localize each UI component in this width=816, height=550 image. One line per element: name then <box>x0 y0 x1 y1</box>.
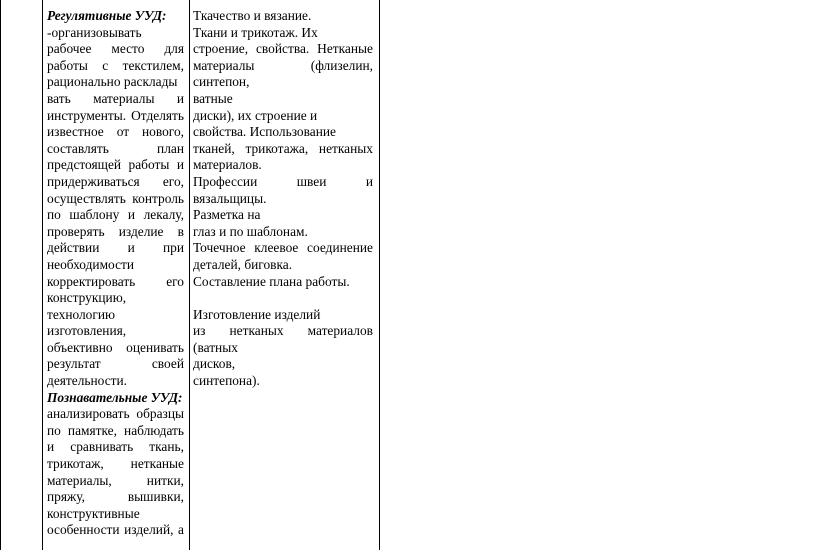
cognitive-uud-line: конструктивные <box>47 505 140 521</box>
regulatory-uud-line: деятельности. <box>47 373 128 389</box>
cognitive-uud-text <box>47 406 184 539</box>
table-border-col2 <box>189 0 190 550</box>
regulatory-uud-line: корректировать его <box>47 273 184 289</box>
uud-column <box>47 8 184 539</box>
topic-line: Ткани и трикотаж. Их <box>193 24 318 40</box>
table-border-right <box>379 0 380 550</box>
regulatory-uud-line: известное от нового, <box>47 124 184 140</box>
regulatory-uud-line: инструменты. Отделять <box>47 107 184 123</box>
regulatory-uud-line: технологию <box>47 306 116 322</box>
regulatory-uud-line: объективно оценивать <box>47 339 184 355</box>
regulatory-uud-line: вать материалы и <box>47 90 184 106</box>
regulatory-uud-line: по шаблону и лекалу, <box>47 207 184 223</box>
regulatory-uud-line: -организовывать <box>47 24 142 40</box>
cognitive-uud-line: материалы, нитки, <box>47 472 184 488</box>
cognitive-uud-heading: Познавательные УУД: <box>47 389 183 405</box>
regulatory-uud-line: работы с текстилем, <box>47 57 184 73</box>
topic-line: Изготовление изделий <box>193 306 321 322</box>
regulatory-uud-line: рабочее место для <box>47 41 184 57</box>
topic-line: дисков, <box>193 356 236 372</box>
regulatory-uud-line: результат своей <box>47 356 184 372</box>
topic-line: Составление плана работы. <box>193 273 350 289</box>
cognitive-uud-line: пряжу, вышивки, <box>47 489 184 505</box>
topic-line: диски), их строение и <box>193 107 318 123</box>
topic-line: строение, свойства. Нетканые <box>193 41 373 57</box>
topic-line: деталей, биговка. <box>193 256 293 272</box>
regulatory-uud-line: рационально расклады <box>47 74 178 90</box>
cognitive-uud-line: по памятке, наблюдать <box>47 422 184 438</box>
regulatory-uud-heading: Регулятивные УУД: <box>47 8 167 23</box>
regulatory-uud-line: предстоящей работы и <box>47 157 184 173</box>
regulatory-uud-line: необходимости <box>47 256 135 272</box>
regulatory-uud-line: изготовления, <box>47 323 127 339</box>
regulatory-uud-line: действии и при <box>47 240 184 256</box>
regulatory-uud-text <box>47 25 184 390</box>
table-border-col1 <box>42 0 43 550</box>
topic-line <box>193 290 373 307</box>
regulatory-uud-line: проверять изделие в <box>47 223 184 239</box>
topic-line: Профессии швеи и вязальщицы. <box>193 173 373 206</box>
topic-line: из нетканых материалов (ватных <box>193 323 373 355</box>
topic-line: материалы (флизелин, синтепон, <box>193 57 373 90</box>
topic-line: свойства. Использование <box>193 124 336 140</box>
regulatory-uud-line: конструкцию, <box>47 290 127 306</box>
topics-column <box>193 8 373 390</box>
topic-line: Ткачество и вязание. <box>193 8 312 23</box>
regulatory-uud-line: осуществлять контроль <box>47 190 184 206</box>
topic-line: тканей, трикотажа, нетканых <box>193 140 373 156</box>
cognitive-uud-line: анализировать образцы <box>47 406 184 422</box>
topic-line: Точечное клеевое соединение <box>193 240 373 256</box>
topic-line: Разметка на <box>193 207 261 223</box>
regulatory-uud-line: составлять план <box>47 140 184 156</box>
topic-line: ватные <box>193 90 233 106</box>
topic-line: синтепона). <box>193 373 260 389</box>
topic-line: материалов. <box>193 157 262 173</box>
regulatory-uud-line: придерживаться его, <box>47 173 184 189</box>
cognitive-uud-line: особенности изделий, а <box>47 522 184 538</box>
table-border-left <box>0 0 1 550</box>
cognitive-uud-line: и сравнивать ткань, <box>47 439 184 455</box>
topic-line: глаз и по шаблонам. <box>193 223 308 239</box>
cognitive-uud-line: трикотаж, нетканые <box>47 456 184 472</box>
topics-text <box>193 8 373 390</box>
